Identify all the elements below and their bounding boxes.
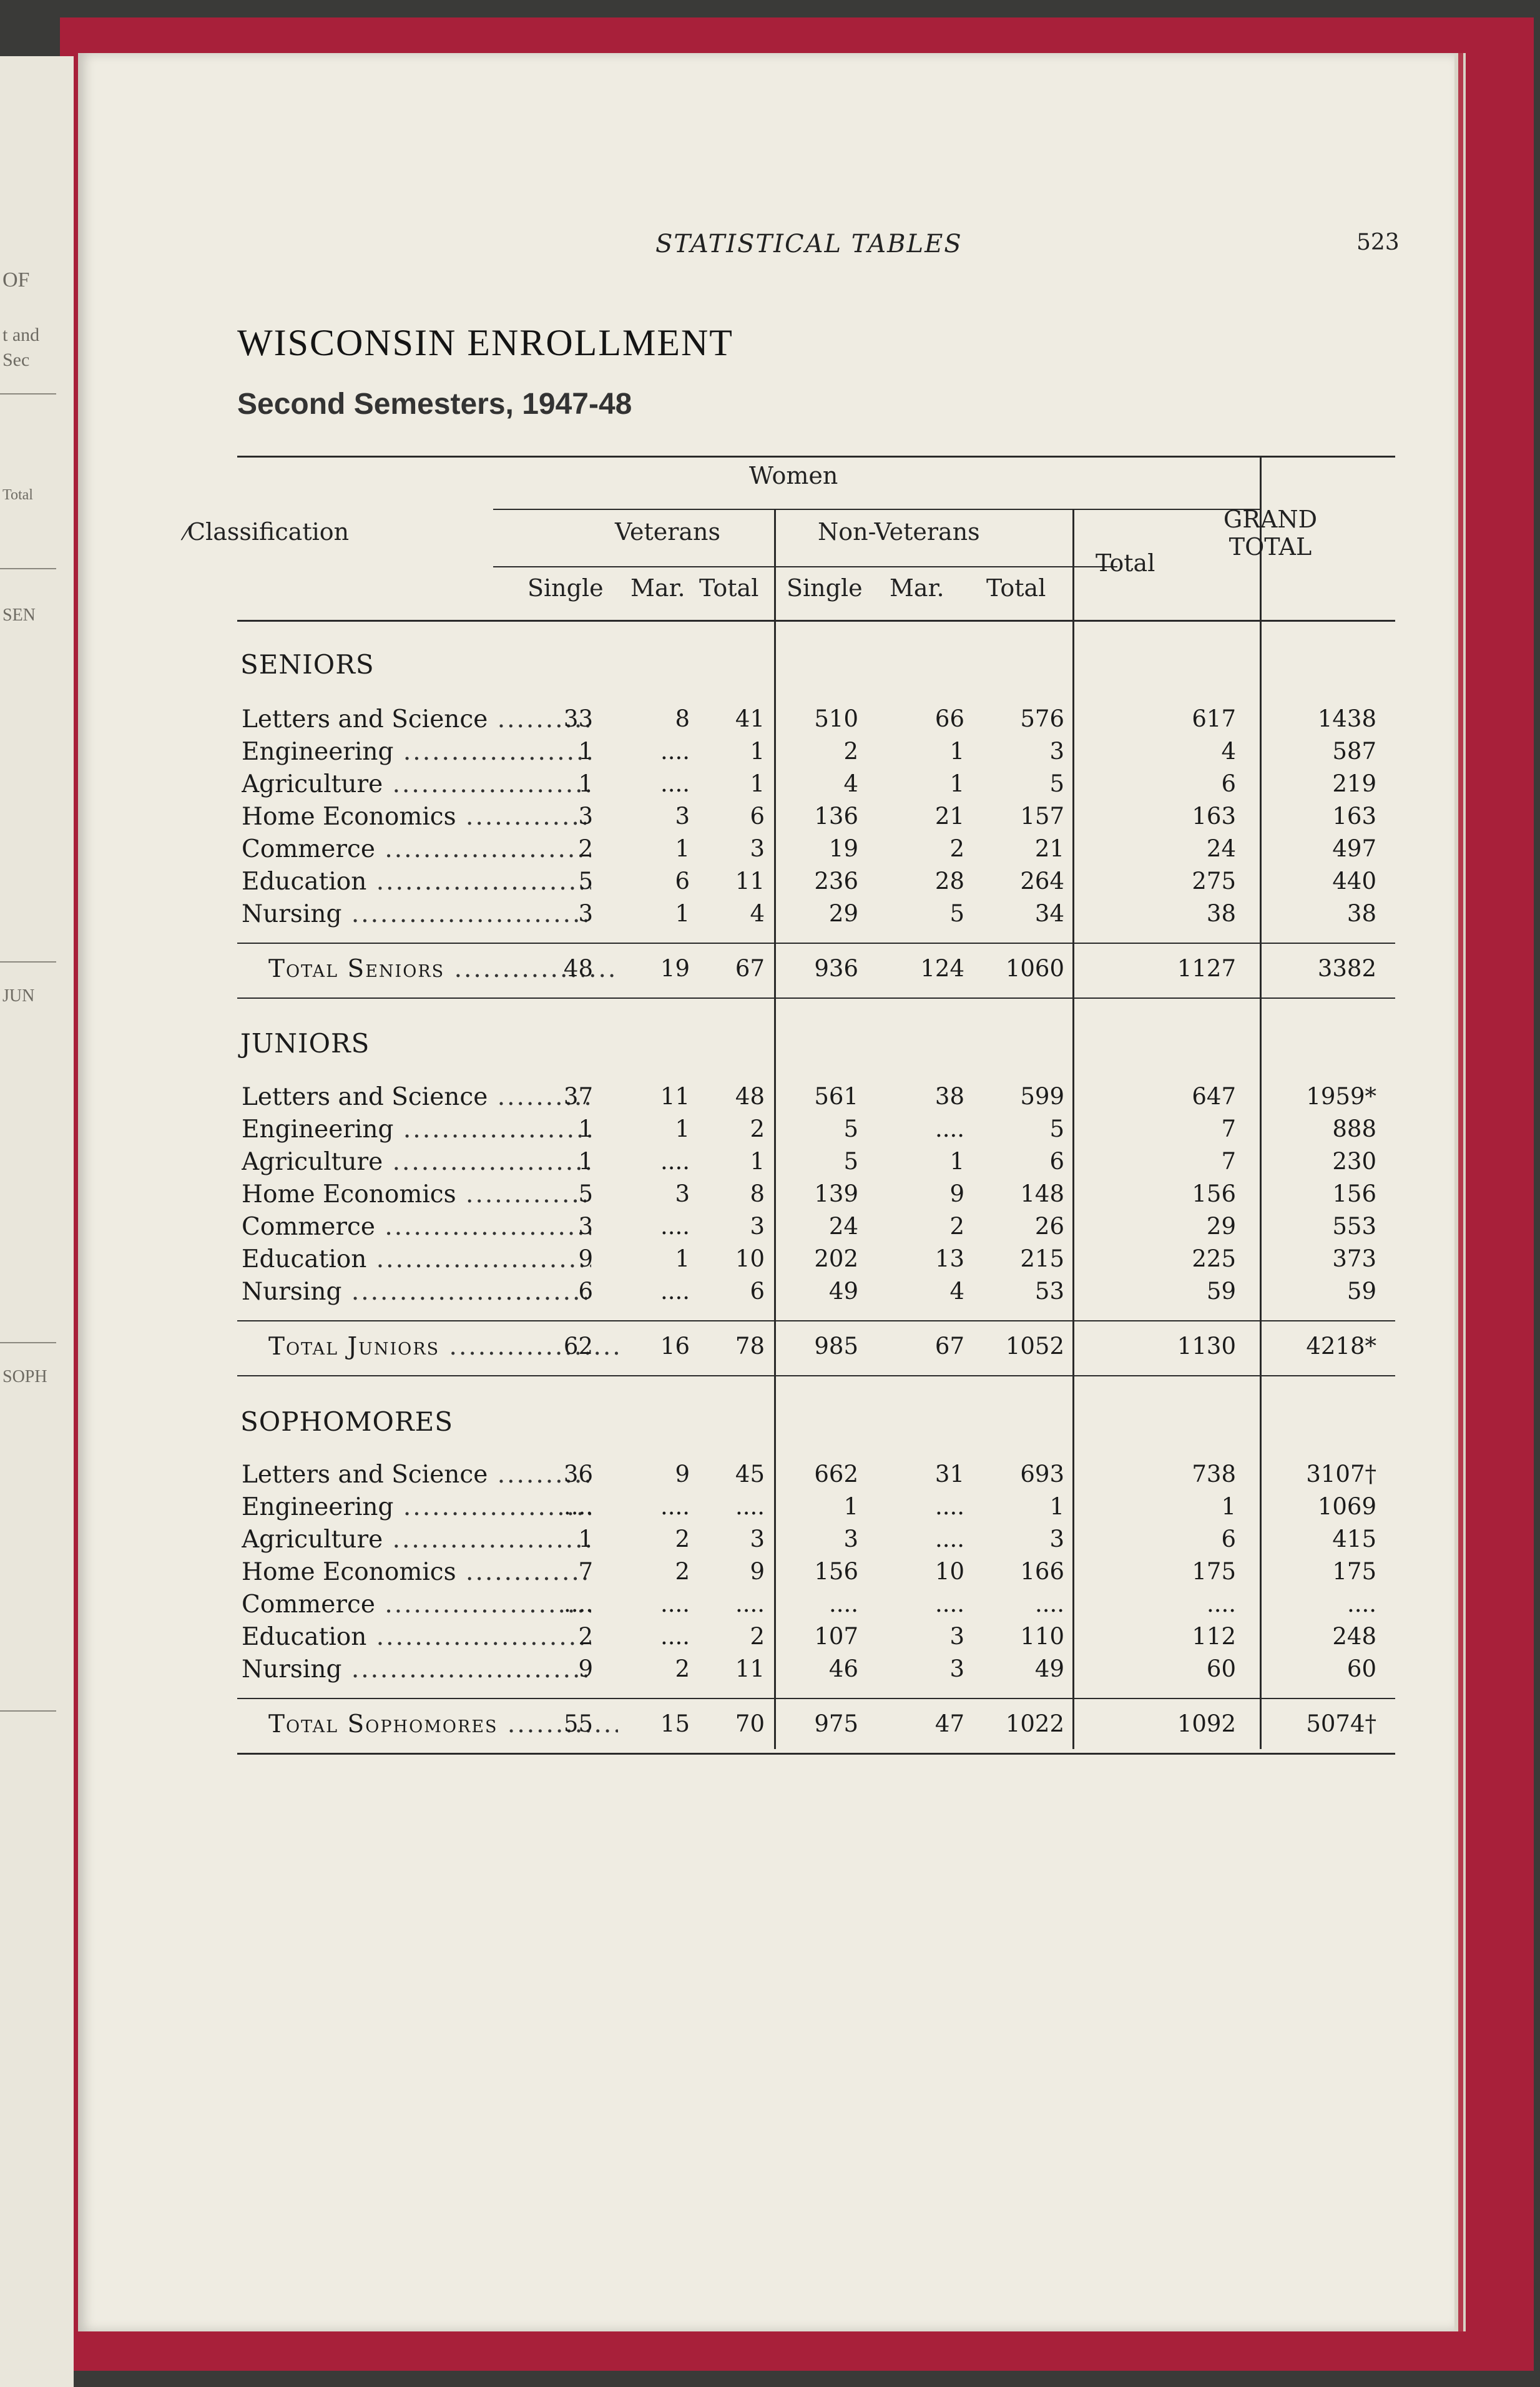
table-row (78, 770, 1454, 803)
table-cell: 29 (1206, 1213, 1236, 1240)
table-cell: 139 (814, 1180, 858, 1207)
row-label: Commerce ..... (242, 835, 591, 863)
table-cell: 561 (814, 1083, 858, 1110)
table-row (78, 1213, 1454, 1245)
row-label: Engineering ..... (242, 1115, 591, 1144)
table-cell: .... (1206, 1591, 1236, 1617)
table-cell: 78 (735, 1333, 765, 1360)
table-row (78, 1591, 1454, 1623)
table-row (78, 900, 1454, 933)
row-label: Engineering ..... (242, 738, 591, 766)
row-label: Agriculture ..... (242, 1148, 591, 1176)
table-cell: 9 (949, 1180, 964, 1207)
table-cell: 26 (1034, 1213, 1064, 1240)
women-rule (493, 509, 1261, 510)
total-rule (237, 943, 1395, 944)
table-cell: 373 (1332, 1245, 1376, 1272)
table-cell: 617 (1192, 705, 1236, 732)
table-cell: 11 (735, 1655, 765, 1682)
table-cell: 693 (1020, 1461, 1064, 1488)
table-cell: 29 (828, 900, 858, 927)
table-cell: 60 (1206, 1655, 1236, 1682)
table-cell: 28 (934, 868, 964, 895)
running-head: STATISTICAL TABLES (655, 230, 963, 258)
table-cell: .... (660, 1278, 690, 1305)
table-cell: 19 (660, 955, 690, 982)
table-cell: 3 (675, 1180, 690, 1207)
facing-page-text: JUN (2, 986, 35, 1006)
table-cell: 46 (828, 1655, 858, 1682)
facing-page-text: t and (2, 325, 40, 345)
table-cell: .... (735, 1493, 765, 1520)
header-vet-total: Total (699, 574, 759, 602)
page-number: 523 (1356, 230, 1400, 255)
header-nv-mar: Mar. (890, 574, 944, 602)
subheader-rule (493, 566, 1117, 567)
table-cell: 19 (828, 835, 858, 862)
table-cell: 4 (750, 900, 765, 927)
header-vet-single: Single (527, 574, 604, 602)
table-cell: 1 (578, 1148, 593, 1175)
table-cell: 156 (814, 1558, 858, 1585)
table-cell: 21 (934, 803, 964, 830)
facing-page-text: Total (2, 487, 33, 503)
table-cell: 1 (675, 1245, 690, 1272)
header-vet-mar: Mar. (630, 574, 685, 602)
table-cell: 1 (750, 770, 765, 797)
table-cell: 1 (843, 1493, 858, 1520)
table-cell: 264 (1020, 868, 1064, 895)
facing-page-text: Sec (2, 350, 30, 370)
table-cell: .... (934, 1115, 964, 1142)
total-rule (237, 1320, 1395, 1321)
table-cell: 37 (563, 1083, 593, 1110)
header-veterans: Veterans (615, 518, 720, 546)
table-cell: 166 (1020, 1558, 1064, 1585)
section-title: SENIORS (240, 649, 375, 680)
table-cell: 8 (750, 1180, 765, 1207)
table-cell: 5 (578, 1180, 593, 1207)
table-cell: 55 (563, 1710, 593, 1737)
table-cell: 647 (1192, 1083, 1236, 1110)
table-cell: 553 (1332, 1213, 1376, 1240)
table-cell: 985 (814, 1333, 858, 1360)
header-non-veterans: Non-Veterans (818, 518, 980, 546)
table-cell: 5 (578, 868, 593, 895)
row-label: Commerce ..... (242, 1591, 591, 1619)
row-label: Home Economics ..... (242, 803, 591, 831)
table-cell: 3 (1049, 1526, 1064, 1552)
table-cell: 2 (750, 1115, 765, 1142)
table-cell: 45 (735, 1461, 765, 1488)
table-cell: 7 (578, 1558, 593, 1585)
table-cell: 163 (1332, 803, 1376, 830)
table-cell: .... (660, 1623, 690, 1650)
table-cell: .... (660, 770, 690, 797)
table-cell: 41 (735, 705, 765, 732)
table-cell: 47 (934, 1710, 964, 1737)
table-cell: .... (1034, 1591, 1064, 1617)
table-cell: 49 (828, 1278, 858, 1305)
table-cell: 2 (750, 1623, 765, 1650)
table-cell: 11 (735, 868, 765, 895)
total-label: Total Sophomores ..... (268, 1710, 618, 1738)
table-cell: 1069 (1317, 1493, 1376, 1520)
table-cell: .... (735, 1591, 765, 1617)
table-cell: 11 (660, 1083, 690, 1110)
table-cell: 1 (1049, 1493, 1064, 1520)
table-cell: 7 (1221, 1115, 1236, 1142)
table-cell: 2 (675, 1655, 690, 1682)
table-cell: 1 (1221, 1493, 1236, 1520)
row-label: Letters and Science ..... (242, 705, 591, 733)
table-cell: 60 (1346, 1655, 1376, 1682)
row-label: Nursing ..... (242, 900, 591, 928)
table-cell: 6 (675, 868, 690, 895)
table-cell: 4218* (1306, 1333, 1376, 1360)
table-cell: 9 (578, 1655, 593, 1682)
table-cell: 15 (660, 1710, 690, 1737)
table-cell: 888 (1332, 1115, 1376, 1142)
table-cell: 34 (1034, 900, 1064, 927)
table-row (78, 835, 1454, 868)
table-cell: 67 (934, 1333, 964, 1360)
table-row (78, 1623, 1454, 1655)
page-edge (1454, 53, 1466, 2331)
table-cell: 236 (814, 868, 858, 895)
table-bottom-rule (237, 1753, 1395, 1755)
table-cell: .... (563, 1591, 593, 1617)
table-cell: 1060 (1005, 955, 1064, 982)
total-rule (237, 1698, 1395, 1699)
header-women: Women (749, 462, 838, 489)
table-cell: 248 (1332, 1623, 1376, 1650)
table-cell: 2 (578, 1623, 593, 1650)
table-cell: 1 (578, 738, 593, 765)
table-cell: 202 (814, 1245, 858, 1272)
table-cell: 4 (843, 770, 858, 797)
table-cell: 1 (578, 1115, 593, 1142)
table-cell: 70 (735, 1710, 765, 1737)
row-label: Letters and Science ..... (242, 1461, 591, 1489)
table-cell: 38 (1346, 900, 1376, 927)
table-row (78, 1115, 1454, 1148)
table-row (78, 1558, 1454, 1591)
table-row (78, 738, 1454, 770)
table-cell: 2 (949, 1213, 964, 1240)
table-cell: 8 (675, 705, 690, 732)
table-cell: 215 (1020, 1245, 1064, 1272)
section-rule (237, 1375, 1395, 1376)
row-label: Education ..... (242, 1623, 591, 1651)
section-title: JUNIORS (240, 1028, 370, 1059)
table-cell: 975 (814, 1710, 858, 1737)
table-cell: 24 (1206, 835, 1236, 862)
table-cell: 599 (1020, 1083, 1064, 1110)
row-label: Agriculture ..... (242, 770, 591, 798)
table-cell: 3 (578, 1213, 593, 1240)
table-cell: 3 (843, 1526, 858, 1552)
total-label: Total Juniors ..... (268, 1333, 618, 1361)
table-cell: .... (660, 1148, 690, 1175)
table-cell: .... (934, 1591, 964, 1617)
table-cell: 16 (660, 1333, 690, 1360)
table-cell: 67 (735, 955, 765, 982)
table-cell: 1 (675, 900, 690, 927)
table-cell: 156 (1192, 1180, 1236, 1207)
table-row (78, 1278, 1454, 1310)
row-label: Education ..... (242, 868, 591, 896)
table-cell: 59 (1206, 1278, 1236, 1305)
table-cell: 1438 (1317, 705, 1376, 732)
table-cell: 1127 (1177, 955, 1236, 982)
table-cell: .... (934, 1526, 964, 1552)
table-cell: .... (563, 1493, 593, 1520)
table-cell: 175 (1332, 1558, 1376, 1585)
table-cell: 136 (814, 803, 858, 830)
table-cell: 1022 (1005, 1710, 1064, 1737)
table-cell: 156 (1332, 1180, 1376, 1207)
table-cell: 33 (563, 705, 593, 732)
table-cell: 2 (949, 835, 964, 862)
table-cell: 107 (814, 1623, 858, 1650)
table-cell: 1 (949, 770, 964, 797)
table-cell: 3107† (1306, 1461, 1376, 1488)
table-cell: 5 (1049, 770, 1064, 797)
table-row (78, 1461, 1454, 1493)
table-cell: 48 (563, 955, 593, 982)
table-cell: 24 (828, 1213, 858, 1240)
table-cell: 1959* (1306, 1083, 1376, 1110)
table-cell: 6 (578, 1278, 593, 1305)
table-cell: 31 (934, 1461, 964, 1488)
row-label: Engineering ..... (242, 1493, 591, 1521)
table-cell: 9 (675, 1461, 690, 1488)
table-cell: 225 (1192, 1245, 1236, 1272)
table-cell: 497 (1332, 835, 1376, 862)
row-label: Nursing ..... (242, 1278, 591, 1306)
table-cell: 1 (675, 835, 690, 862)
table-cell: 738 (1192, 1461, 1236, 1488)
table-cell: .... (660, 1493, 690, 1520)
table-cell: 112 (1192, 1623, 1236, 1650)
table-cell: 38 (1206, 900, 1236, 927)
table-cell: 576 (1020, 705, 1064, 732)
table-cell: 440 (1332, 868, 1376, 895)
pencil-tick-icon: ⁄ (184, 523, 188, 545)
table-cell: .... (660, 1591, 690, 1617)
table-cell: 6 (750, 803, 765, 830)
table-cell: 62 (563, 1333, 593, 1360)
table-cell: 662 (814, 1461, 858, 1488)
total-row (78, 955, 1454, 988)
table-cell: 124 (920, 955, 964, 982)
table-cell: 66 (934, 705, 964, 732)
table-row (78, 803, 1454, 835)
table-cell: 38 (934, 1083, 964, 1110)
table-cell: 148 (1020, 1180, 1064, 1207)
header-nv-total: Total (986, 574, 1046, 602)
table-row (78, 1245, 1454, 1278)
table-cell: 53 (1034, 1278, 1064, 1305)
table-row (78, 705, 1454, 738)
table-cell: 275 (1192, 868, 1236, 895)
row-label: Home Economics ..... (242, 1180, 591, 1208)
row-label: Home Economics ..... (242, 1558, 591, 1586)
table-cell: 1 (949, 738, 964, 765)
table-row (78, 1148, 1454, 1180)
table-row (78, 1180, 1454, 1213)
table-cell: 3 (750, 1213, 765, 1240)
table-cell: .... (660, 738, 690, 765)
table-cell: .... (934, 1493, 964, 1520)
table-row (78, 1493, 1454, 1526)
total-label: Total Seniors ..... (268, 955, 618, 983)
table-cell: 1092 (1177, 1710, 1236, 1737)
table-cell: 3 (1049, 738, 1064, 765)
table-cell: 6 (1049, 1148, 1064, 1175)
table-cell: 4 (949, 1278, 964, 1305)
table-cell: 219 (1332, 770, 1376, 797)
table-cell: 1 (949, 1148, 964, 1175)
section-rule (237, 997, 1395, 999)
table-row (78, 868, 1454, 900)
table-cell: 5074† (1306, 1710, 1376, 1737)
table-cell: 415 (1332, 1526, 1376, 1552)
table-cell: 510 (814, 705, 858, 732)
table-cell: 5 (949, 900, 964, 927)
row-label: Agriculture ..... (242, 1526, 591, 1554)
table-cell: 230 (1332, 1148, 1376, 1175)
total-row (78, 1333, 1454, 1365)
section-title: SOPHOMORES (240, 1406, 454, 1437)
table-cell: 7 (1221, 1148, 1236, 1175)
table-cell: 48 (735, 1083, 765, 1110)
header-classification: ⁄Classification (184, 518, 350, 546)
table-cell: 163 (1192, 803, 1236, 830)
table-cell: 1052 (1005, 1333, 1064, 1360)
facing-page-text: SOPH (2, 1367, 47, 1386)
table-cell: 49 (1034, 1655, 1064, 1682)
table-cell: 587 (1332, 738, 1376, 765)
table-cell: .... (660, 1213, 690, 1240)
table-cell: 1 (750, 738, 765, 765)
table-row (78, 1655, 1454, 1688)
table-cell: 3 (578, 900, 593, 927)
book-page (78, 53, 1454, 2331)
table-cell: 2 (843, 738, 858, 765)
row-label: Letters and Science ..... (242, 1083, 591, 1111)
header-grand-total: GRAND TOTAL (1223, 506, 1318, 561)
page-subtitle: Second Semesters, 1947-48 (237, 388, 632, 421)
table-cell: 936 (814, 955, 858, 982)
table-cell: 2 (578, 835, 593, 862)
table-cell: 3 (949, 1623, 964, 1650)
header-bottom-rule (237, 620, 1395, 622)
table-cell: 3 (675, 803, 690, 830)
table-cell: 110 (1020, 1623, 1064, 1650)
table-cell: 3382 (1317, 955, 1376, 982)
table-cell: .... (828, 1591, 858, 1617)
table-cell: 5 (843, 1115, 858, 1142)
table-cell: 9 (750, 1558, 765, 1585)
table-cell: 1130 (1177, 1333, 1236, 1360)
table-cell: 4 (1221, 738, 1236, 765)
table-cell: 10 (934, 1558, 964, 1585)
table-cell: 10 (735, 1245, 765, 1272)
table-cell: 6 (1221, 770, 1236, 797)
table-cell: 1 (675, 1115, 690, 1142)
table-cell: 1 (578, 1526, 593, 1552)
table-cell: 3 (578, 803, 593, 830)
table-cell: 5 (1049, 1115, 1064, 1142)
table-top-rule (237, 456, 1395, 458)
page-title: WISCONSIN ENROLLMENT (237, 322, 733, 363)
table-cell: 2 (675, 1558, 690, 1585)
total-row (78, 1710, 1454, 1743)
table-cell: 2 (675, 1526, 690, 1552)
table-cell: 1 (578, 770, 593, 797)
table-cell: 3 (750, 835, 765, 862)
table-cell: 6 (750, 1278, 765, 1305)
table-cell: 21 (1034, 835, 1064, 862)
facing-page-fragment (0, 56, 74, 2387)
table-cell: 1 (750, 1148, 765, 1175)
table-cell: 5 (843, 1148, 858, 1175)
table-row (78, 1083, 1454, 1115)
table-cell: 3 (949, 1655, 964, 1682)
table-cell: 59 (1346, 1278, 1376, 1305)
table-cell: 175 (1192, 1558, 1236, 1585)
table-cell: 9 (578, 1245, 593, 1272)
table-cell: .... (1346, 1591, 1376, 1617)
facing-page-text: SEN (2, 605, 36, 625)
table-cell: 157 (1020, 803, 1064, 830)
row-label: Nursing ..... (242, 1655, 591, 1684)
table-cell: 13 (934, 1245, 964, 1272)
table-cell: 36 (563, 1461, 593, 1488)
table-cell: 3 (750, 1526, 765, 1552)
facing-page-text: OF (2, 268, 30, 292)
table-row (78, 1526, 1454, 1558)
header-nv-single: Single (787, 574, 863, 602)
row-label: Commerce ..... (242, 1213, 591, 1241)
row-label: Education ..... (242, 1245, 591, 1273)
table-cell: 6 (1221, 1526, 1236, 1552)
header-women-total: Total (1096, 549, 1155, 577)
